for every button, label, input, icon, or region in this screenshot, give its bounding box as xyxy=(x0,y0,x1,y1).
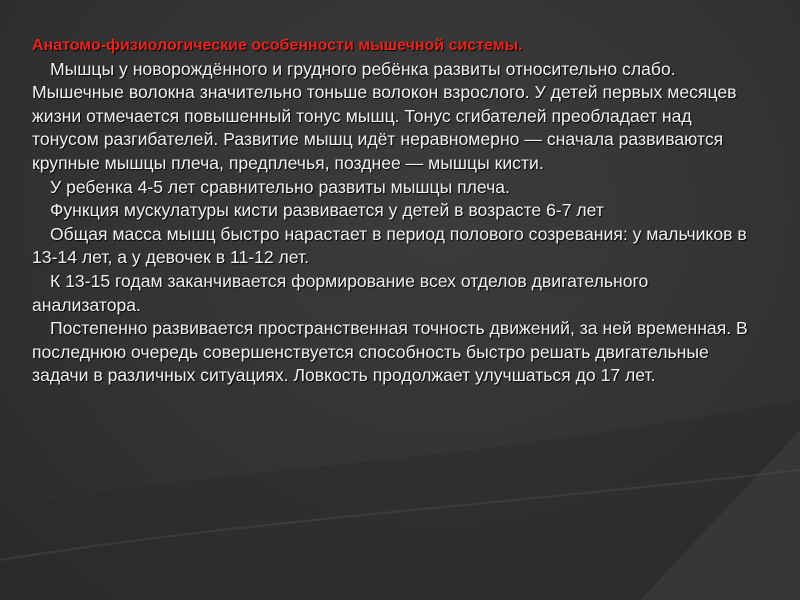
slide-content xyxy=(32,34,752,388)
paragraph-movement-accuracy: Постепенно развивается пространственная точность движений, за ней временная. В последнюю очередь совершенствуется способность быстро решать двигательные задачи в различных ситуациях. Ловкость продолжает улучшаться до 17 лет. xyxy=(32,318,748,386)
slide-title: Анатомо-физиологические особенности мышечной системы. xyxy=(32,37,523,54)
paragraph-muscle-mass: Общая масса мышц быстро нарастает в период полового созревания: у мальчиков в 13-14 лет, а у девочек в 11-12 лет. xyxy=(32,223,747,268)
paragraph-motor-analyzer: К 13-15 годам заканчивается формирование всех отделов двигательного анализатора. xyxy=(32,270,649,315)
paragraph-hand-function: Функция мускулатуры кисти развивается у детей в возрасте 6-7 лет xyxy=(50,200,604,221)
paragraph-age-4-5: У ребенка 4-5 лет сравнительно развиты мышцы плеча. xyxy=(50,176,510,197)
paragraph-muscle-development: Мышцы у новорождённого и грудного ребёнка развиты относительно слабо. Мышечные волокна значительно тоньше волокон взрослого. У детей первых месяцев жизни отмечается повышенный тонус мышц. Тонус сгибателей преобладает над тонусом разгибателей. Развитие мышц идёт неравномерно — сначала развиваются крупные мышцы плеча, предплечья, позднее — мышцы кисти. xyxy=(32,58,737,173)
